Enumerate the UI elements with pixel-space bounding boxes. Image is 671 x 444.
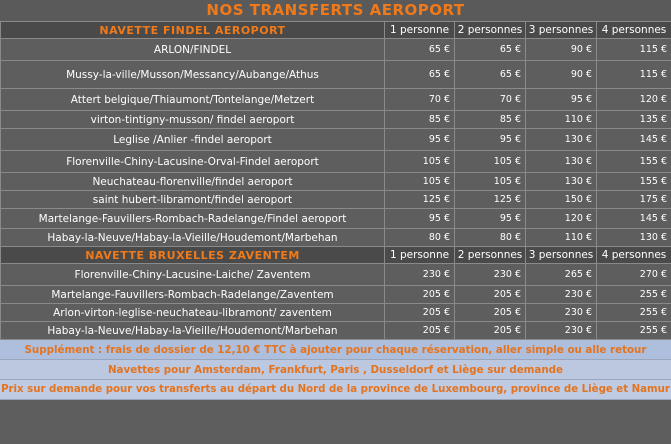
price-cell: 120 € [597, 89, 671, 111]
price-cell: 85 € [455, 111, 526, 129]
price-cell: 230 € [526, 322, 597, 340]
price-cell: 265 € [526, 264, 597, 286]
price-cell: 70 € [385, 89, 455, 111]
price-cell: 65 € [385, 39, 455, 61]
section-title: NAVETTE FINDEL AEROPORT [1, 22, 385, 39]
table-row [1, 264, 671, 286]
price-cell: 115 € [597, 39, 671, 61]
column-header: 3 personnes [526, 247, 597, 264]
price-cell: 175 € [597, 191, 671, 209]
price-cell: 90 € [526, 61, 597, 89]
price-cell: 80 € [455, 229, 526, 247]
price-cell: 145 € [597, 129, 671, 151]
table-row [1, 209, 671, 229]
route-cell: ARLON/FINDEL [1, 39, 385, 61]
price-cell: 130 € [526, 151, 597, 173]
route-cell: Attert belgique/Thiaumont/Tontelange/Metzert [1, 89, 385, 111]
price-cell: 230 € [455, 264, 526, 286]
column-header: 4 personnes [597, 22, 671, 39]
price-cell: 105 € [385, 173, 455, 191]
table-row [1, 304, 671, 322]
column-header: 4 personnes [597, 247, 671, 264]
table-row [1, 129, 671, 151]
table-row [1, 111, 671, 129]
column-header: 2 personnes [455, 247, 526, 264]
table-row [1, 191, 671, 209]
price-cell: 70 € [455, 89, 526, 111]
price-cell: 255 € [597, 322, 671, 340]
table-row [1, 61, 671, 89]
price-cell: 205 € [385, 304, 455, 322]
price-cell: 95 € [385, 209, 455, 229]
price-cell: 130 € [526, 173, 597, 191]
table-row [1, 89, 671, 111]
price-cell: 205 € [455, 322, 526, 340]
price-cell: 85 € [385, 111, 455, 129]
price-cell: 95 € [385, 129, 455, 151]
price-cell: 230 € [526, 286, 597, 304]
price-cell: 125 € [455, 191, 526, 209]
price-cell: 95 € [526, 89, 597, 111]
page-title: NOS TRANSFERTS AEROPORT [0, 0, 671, 21]
price-cell: 150 € [526, 191, 597, 209]
price-cell: 205 € [455, 286, 526, 304]
price-cell: 105 € [455, 151, 526, 173]
section-title: NAVETTE BRUXELLES ZAVENTEM [1, 247, 385, 264]
price-cell: 255 € [597, 304, 671, 322]
column-header: 1 personne [385, 247, 455, 264]
price-cell: 65 € [455, 39, 526, 61]
price-cell: 205 € [455, 304, 526, 322]
price-request-note: Prix sur demande pour vos transferts au départ du Nord de la province de Luxembourg, province de Liège et Namur [0, 380, 671, 400]
price-cell: 145 € [597, 209, 671, 229]
route-cell: Arlon-virton-leglise-neuchateau-libramont/ zaventem [1, 304, 385, 322]
price-cell: 65 € [385, 61, 455, 89]
price-cell: 205 € [385, 322, 455, 340]
route-cell: Neuchateau-florenville/findel aeroport [1, 173, 385, 191]
price-cell: 120 € [526, 209, 597, 229]
table-row [1, 229, 671, 247]
price-cell: 205 € [385, 286, 455, 304]
table-row [1, 173, 671, 191]
price-cell: 230 € [526, 304, 597, 322]
supplement-note: Supplément : frais de dossier de 12,10 € TTC à ajouter pour chaque réservation, aller simple ou alle retour [0, 340, 671, 360]
section-header [1, 247, 671, 264]
column-header: 2 personnes [455, 22, 526, 39]
price-cell: 135 € [597, 111, 671, 129]
price-cell: 80 € [385, 229, 455, 247]
price-cell: 90 € [526, 39, 597, 61]
route-cell: Florenville-Chiny-Lacusine-Orval-Findel aeroport [1, 151, 385, 173]
price-cell: 270 € [597, 264, 671, 286]
price-cell: 95 € [455, 129, 526, 151]
column-header: 1 personne [385, 22, 455, 39]
table-row [1, 286, 671, 304]
footer [0, 340, 671, 400]
price-cell: 230 € [385, 264, 455, 286]
price-cell: 95 € [455, 209, 526, 229]
price-cell: 115 € [597, 61, 671, 89]
price-cell: 65 € [455, 61, 526, 89]
column-header: 3 personnes [526, 22, 597, 39]
route-cell: Habay-la-Neuve/Habay-la-Vieille/Houdemont/Marbehan [1, 229, 385, 247]
route-cell: saint hubert-libramont/findel aeroport [1, 191, 385, 209]
price-cell: 155 € [597, 173, 671, 191]
route-cell: Mussy-la-ville/Musson/Messancy/Aubange/Athus [1, 61, 385, 89]
route-cell: Florenville-Chiny-Lacusine-Laiche/ Zaventem [1, 264, 385, 286]
table-row [1, 39, 671, 61]
route-cell: Martelange-Fauvillers-Rombach-Radelange/Findel aeroport [1, 209, 385, 229]
price-cell: 155 € [597, 151, 671, 173]
table-row [1, 151, 671, 173]
table-row [1, 322, 671, 340]
price-cell: 130 € [597, 229, 671, 247]
price-cell: 105 € [385, 151, 455, 173]
route-cell: virton-tintigny-musson/ findel aeroport [1, 111, 385, 129]
price-cell: 110 € [526, 111, 597, 129]
route-cell: Leglise /Anlier -findel aeroport [1, 129, 385, 151]
route-cell: Martelange-Fauvillers-Rombach-Radelange/Zaventem [1, 286, 385, 304]
price-cell: 105 € [455, 173, 526, 191]
price-cell: 130 € [526, 129, 597, 151]
route-cell: Habay-la-Neuve/Habay-la-Vieille/Houdemont/Marbehan [1, 322, 385, 340]
price-cell: 255 € [597, 286, 671, 304]
navettes-note: Navettes pour Amsterdam, Frankfurt, Paris , Dusseldorf et Liège sur demande [0, 360, 671, 380]
price-cell: 125 € [385, 191, 455, 209]
section-header [1, 22, 671, 39]
price-table [0, 21, 671, 340]
price-cell: 110 € [526, 229, 597, 247]
